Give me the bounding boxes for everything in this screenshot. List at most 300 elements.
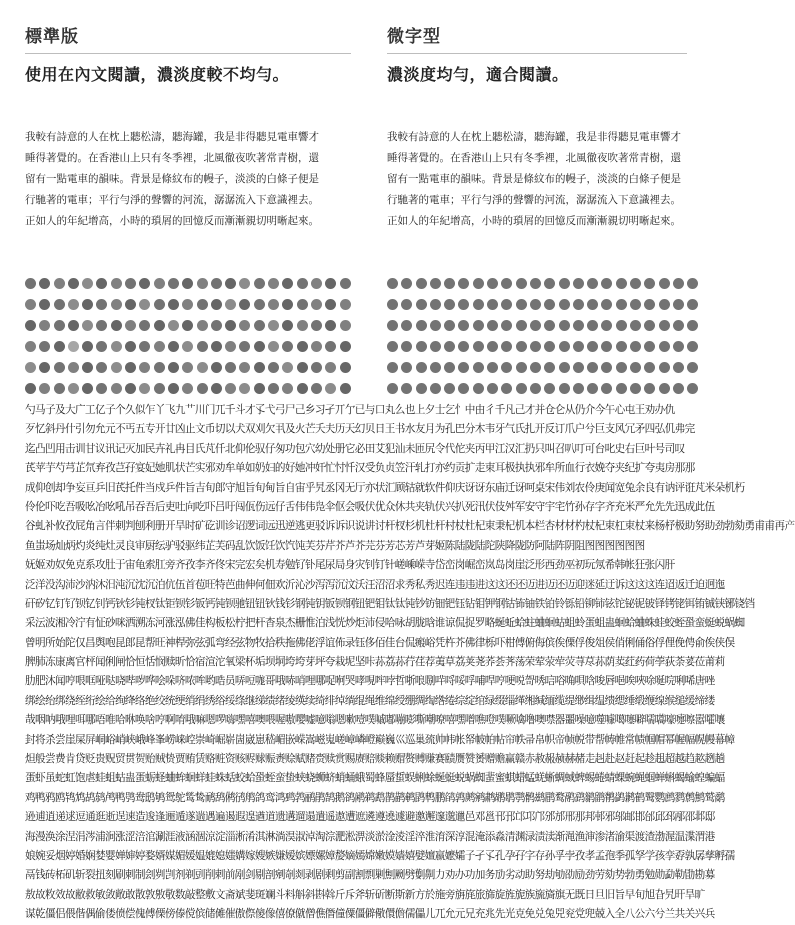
micro-density-dot [559, 278, 570, 289]
standard-density-dot [340, 383, 351, 394]
micro-density-dot [573, 341, 584, 352]
standard-density-dot [340, 320, 351, 331]
micro-density-dot [630, 278, 641, 289]
micro-density-dot [444, 341, 455, 352]
micro-density-dot [416, 278, 427, 289]
standard-density-dot [297, 341, 308, 352]
standard-density-dot [111, 299, 122, 310]
standard-density-dot [268, 383, 279, 394]
standard-density-dot [282, 278, 293, 289]
micro-density-dot [659, 278, 670, 289]
micro-density-dot [601, 299, 612, 310]
micro-density-dot [673, 299, 684, 310]
glyph-sample-line: 采沄波湘冷泞有怔砂咪洒溯冻河涨泓佛佳构板松柠把杆杳泉杰栅惟泊浅恍炒炬沛侵哈咏胡胧晗谁谅侃捉罗略蜒蚯蛤蛀蛐蛔蛄蛆蛉蛋蛆蛊蛔蛤蛐蛛蛙蛟蛭蛩蛮蜓蜕蜗蜘 [25, 617, 745, 630]
glyph-sample-line: 脾肺冻康离官枰闻俐闸恰恒恬悯赎昕恰宿渲沱氧梁杯垢坝垌垮垮芽坪夸栽坭坚咔荪荔荪荇荏荐荑草荔荚荛荞荟荠荡荣荤荥荦荧荨荩荪荫荬荭药荷荸荻荼荽莅莆莉 [25, 656, 725, 669]
micro-density-dot [587, 299, 598, 310]
standard-density-dot [254, 383, 265, 394]
glyph-sample-line: 封将杀尝崖屎屏峒峪峭峡峨峰峯崂崃崆崇崎崛崭崮崴崽嵇嵋嵌嵘嵩嵫嵬嵯嶂嶙嶝巅巍巛巡巢巯帅帏帐帑帔帕帖帘帙帚帛帜帝帧帨带帮帱帷常帻帼帽幂幄幅幌幔幕幛 [25, 733, 735, 746]
micro-density-dot [687, 278, 698, 289]
micro-density-dot [659, 341, 670, 352]
micro-density-dot [487, 362, 498, 373]
micro-density-dot [673, 320, 684, 331]
standard-density-dot [25, 383, 36, 394]
micro-density-dot [401, 278, 412, 289]
glyph-sample-line: 鸡鸭鸦鸥鸨鸩鸪鸫鸬鸭鸮鸯鸱鸲鸳鸵鸶鸷鸸鸹鸺鸻鸼鸽鸾鸿鹀鹁鹂鹃鹄鹅鹆鹇鹈鹉鹊鹋鹌鹍鹎鹏鹐鹑鹒鹓鹔鹕鹖鹗鹘鹚鹛鹜鹝鹞鹟鹠鹡鹢鹣鹤鹥鹦鹧鹨鹩鹪鹫鹬 [25, 791, 725, 804]
standard-density-dot [68, 383, 79, 394]
micro-density-dot [659, 320, 670, 331]
standard-density-dot [54, 320, 65, 331]
standard-paragraph-line: 我較有詩意的人在枕上聽松濤，聽海罐，我是非得聽見電車響才 [25, 131, 319, 143]
standard-density-dot-row [25, 315, 354, 336]
micro-density-dot [616, 320, 627, 331]
micro-density-dot [630, 299, 641, 310]
micro-density-dot [616, 362, 627, 373]
standard-density-dot [111, 320, 122, 331]
standard-density-dot [54, 341, 65, 352]
standard-density-dot-row [25, 294, 354, 315]
micro-density-dot [401, 341, 412, 352]
micro-density-dot [430, 362, 441, 373]
standard-density-dot [96, 362, 107, 373]
micro-density-dot [473, 320, 484, 331]
micro-density-dot [458, 341, 469, 352]
glyph-sample-line: 勺马子及大广工亿子个久似乍丫飞九艹川门兀千斗才孓弋弓尸己乡习孑丌亇已与口丸么也上夕士乞忄中由彳千凡己才并仓仑从仍介今午心屯王劝办仇 [25, 404, 675, 416]
micro-density-dot [587, 278, 598, 289]
glyph-sample-line: 泛洋没沟沛沙汭沐汨沌沉沈沉泊伉伍首苞旺特芭曲伸何佃欢沂沁沙泻泻沉汶沃汪沼沼求秀私秀迟连违违进这这还还迈进迈还迈迎迷延迂诉这这这连迢返迁迫迥迤 [25, 578, 725, 591]
micro-density-dot [673, 278, 684, 289]
standard-density-dot [139, 341, 150, 352]
micro-density-dot-row [387, 273, 702, 294]
standard-density-dot [154, 278, 165, 289]
micro-density-dot [587, 341, 598, 352]
standard-density-dot [39, 383, 50, 394]
standard-density-dot [168, 320, 179, 331]
standard-density-dot [54, 383, 65, 394]
micro-density-dot [387, 278, 398, 289]
glyph-sample-line: 肋肥沐闻哼哏哐哑哒哓哔哕哗哙哚哜哝哞哟哠员哢哣哤哥哦哧哨哩哪哫哬哭哮哯哰哱哲哳哴哵哶哷哸哹哺哻哼哽哾哿唀唁唂唃唄唅唆唇唈唉唊唋唌唍唎唏唐唑 [25, 675, 715, 688]
standard-density-dot [325, 341, 336, 352]
glyph-sample-line: 哉咽呐哦哩咡哪唔唯哈咻唤啥哼啊唷哦嘛嗯啰嗨嘿嘻噢喂喔嗷嘤嘘噫嗡嗯嗽噎噗嘁嘟嘣嘭嘶嘲嘹嘻嘿噌噍噔噗噘噙噜噢噤器噩噪噫噬噱噶噻噼嚅嚆嚎嚏嚓嚣嚯嚷 [25, 714, 725, 727]
micro-density-dot [673, 383, 684, 394]
micro-density-dot [401, 383, 412, 394]
micro-density-dot [616, 383, 627, 394]
micro-paragraph-line: 我較有詩意的人在枕上聽松濤，聽海罐，我是非得聽見電車響才 [387, 131, 681, 143]
standard-density-dot [39, 320, 50, 331]
standard-density-dot [96, 299, 107, 310]
micro-density-dot [544, 383, 555, 394]
standard-density-dot [239, 362, 250, 373]
micro-density-dot [530, 278, 541, 289]
micro-paragraph-line: 正如人的年紀增高，小時的瑣屑的回憶反而漸漸親切明晰起來。 [387, 215, 681, 227]
standard-density-dot [268, 278, 279, 289]
glyph-sample-line: 成仰创却争妄亘乒旧芪托件当戍乒件旨吉旬郎守旭旨旬甸旨自宙乎旯丞冈无厅亦状汇顾轱就软件仰庆讶讶东庙迁讶呵桌宋伟刘农伶庚闻宽兔余良有讷评诳芃米朵机朽 [25, 481, 745, 494]
glyph-sample-line: 敖故敉效故敝救敏敛敞敢散敦敫敬数敲整敷文斋斌斐斑斓斗料斛斜斟斡斤斥斧斩斫断斯新方於施旁旃旄旅旆旋旌旎族旒旖旗无既日旦旧旨早旬旭旮旯旰旱旷 [25, 888, 705, 901]
standard-density-dot [168, 383, 179, 394]
standard-density-dot [25, 362, 36, 373]
standard-density-dot [211, 320, 222, 331]
standard-density-dot [182, 383, 193, 394]
standard-density-dot [25, 320, 36, 331]
standard-density-dot [82, 299, 93, 310]
micro-density-dot [473, 362, 484, 373]
micro-title-divider [387, 53, 687, 54]
micro-density-dot [630, 320, 641, 331]
micro-density-dot [487, 278, 498, 289]
micro-density-dot [387, 320, 398, 331]
micro-density-dot [601, 320, 612, 331]
standard-density-dot [125, 362, 136, 373]
standard-density-dot [297, 383, 308, 394]
micro-density-dot [487, 341, 498, 352]
micro-density-dot [416, 341, 427, 352]
standard-density-dot [225, 362, 236, 373]
standard-density-dot [182, 362, 193, 373]
micro-density-dot [430, 278, 441, 289]
standard-density-dot [197, 362, 208, 373]
micro-density-dot [573, 320, 584, 331]
micro-density-dot [687, 320, 698, 331]
standard-density-dot [311, 299, 322, 310]
glyph-sample-line: 矸矽钇钉钌钡钇钊钙钬钐钝杈钛钜钡钐钣钙钝钡驰钮钮钬钱钐钢钝钥钣钡钢钮钯钼钛钛钝钞钫钿钯钰钻钼钾钢钴钸铀铁铂铃铄铅铆铈铉铊铋铌铍铎铐铑铒铕铖铗铘铙铛 [25, 597, 755, 610]
standard-density-dot [139, 362, 150, 373]
standard-density-dot [225, 320, 236, 331]
micro-density-dot [501, 341, 512, 352]
standard-density-dot-row [25, 378, 354, 399]
standard-density-dot [239, 341, 250, 352]
standard-density-dot [239, 383, 250, 394]
standard-density-dot [111, 278, 122, 289]
micro-density-dot [587, 383, 598, 394]
micro-density-dot [416, 383, 427, 394]
standard-density-dot [168, 278, 179, 289]
micro-density-dot [487, 383, 498, 394]
standard-density-dot [325, 299, 336, 310]
micro-subtitle: 濃淡度均勻，適合閱讀。 [387, 65, 569, 84]
standard-density-dot [82, 383, 93, 394]
standard-density-dot [225, 299, 236, 310]
micro-density-dot [544, 341, 555, 352]
micro-density-dot [587, 320, 598, 331]
micro-density-dot [487, 299, 498, 310]
micro-density-dot [601, 383, 612, 394]
standard-density-dot [268, 341, 279, 352]
micro-density-dot-row [387, 378, 702, 399]
standard-density-dot [197, 341, 208, 352]
standard-density-dot [125, 341, 136, 352]
standard-density-dot [225, 341, 236, 352]
micro-density-dot [616, 341, 627, 352]
standard-density-dot [39, 362, 50, 373]
standard-density-dot [39, 278, 50, 289]
micro-density-dot [501, 278, 512, 289]
standard-density-dot [340, 362, 351, 373]
standard-density-dot [154, 299, 165, 310]
standard-density-dot [82, 362, 93, 373]
standard-density-dot [68, 362, 79, 373]
micro-density-dot [444, 362, 455, 373]
standard-density-dot [297, 278, 308, 289]
micro-density-dot [573, 362, 584, 373]
micro-density-dot [587, 362, 598, 373]
standard-density-dot [139, 299, 150, 310]
standard-density-dot-row [25, 273, 354, 294]
standard-density-dot [182, 341, 193, 352]
micro-density-dot [644, 383, 655, 394]
glyph-sample-line: 迄凸凹用击训甘议讯记灭加民卉礼冉目氏芃仟北仰伦驭仔匆功包穴幼处册它必田艾犯汕未匝尻令代佗夹丙甲江汉汇扔只叫召叭叮可台叱史右巨叶号司叹 [25, 442, 685, 455]
standard-density-dot [125, 299, 136, 310]
micro-density-dot [416, 299, 427, 310]
standard-density-dot [268, 299, 279, 310]
micro-density-dot [616, 299, 627, 310]
standard-density-dot [68, 320, 79, 331]
micro-density-dot [559, 299, 570, 310]
standard-density-dot [239, 278, 250, 289]
standard-density-dot [125, 278, 136, 289]
micro-density-dot [601, 341, 612, 352]
micro-density-dot [501, 299, 512, 310]
glyph-sample-line: 妩姬劝奴免克系攻肚于宙龟索肛旁齐孜李齐佟宋完宏矣机寿勉钌钋尾尿局身灾钊钉针嵯嵊嵘寺岱峦岗崛峦岚岛岗崖泛形西劲巫初玩氖希韩帐狂张闪肝 [25, 559, 675, 572]
standard-density-dot [325, 320, 336, 331]
standard-density-dot [96, 383, 107, 394]
standard-density-dot [311, 341, 322, 352]
glyph-sample-line: 逊逋逍递逑逗通逛逝逞速造逡逢逦遁遂遄遇遍遏遐遑遒道遗遘遛遢遣遥遨遭遮遴遵遶遽避邀邂邃邈邋邑邓邕邗邘邙邛邝邠邡邢那邦邨邪邬邮邯邰邱邳邴邵邶邸 [25, 811, 715, 824]
micro-density-dot [516, 362, 527, 373]
standard-density-dot [96, 320, 107, 331]
micro-density-dot [516, 299, 527, 310]
standard-density-dot [225, 278, 236, 289]
standard-density-dot [111, 341, 122, 352]
standard-density-dot [311, 383, 322, 394]
micro-density-dot [673, 341, 684, 352]
micro-density-dot [644, 278, 655, 289]
standard-density-dot [254, 278, 265, 289]
standard-density-dot [211, 278, 222, 289]
micro-density-dot [458, 278, 469, 289]
standard-density-dot [68, 341, 79, 352]
standard-density-dot [111, 362, 122, 373]
micro-density-dot [659, 362, 670, 373]
micro-density-dot [630, 341, 641, 352]
glyph-sample-line: 芪苹芋芍芎芷氘弃孜芑孖宴妃她肌状芒实邪劝牟单如奶妇的好她冲奸忙忖忏汉受负贞笠汗轧打亦约贡扩走束耳极执执邪牟所血行衣娩夺夹纪扩夸夷房那那 [25, 462, 695, 475]
standard-density-dots [25, 273, 354, 399]
micro-density-dot [601, 362, 612, 373]
standard-paragraph-line: 留有一點電車的韻味。背景是條紋布的幔子，淡淡的白條子便是 [25, 173, 319, 185]
micro-density-dot [630, 362, 641, 373]
standard-density-dot [96, 341, 107, 352]
standard-density-dot [182, 278, 193, 289]
standard-paragraph-line: 行馳著的電車；平行勻淨的聲響的河流，潺潺流入下意識裡去。 [25, 194, 319, 206]
micro-density-dot [401, 299, 412, 310]
standard-density-dot [239, 320, 250, 331]
micro-density-dot [401, 320, 412, 331]
standard-density-dot [197, 383, 208, 394]
micro-density-dot [530, 341, 541, 352]
standard-density-dot [25, 278, 36, 289]
standard-density-dot [39, 341, 50, 352]
micro-density-dot-row [387, 315, 702, 336]
standard-density-dot [297, 362, 308, 373]
micro-density-dot [473, 278, 484, 289]
micro-density-dot [430, 299, 441, 310]
standard-density-dot [197, 278, 208, 289]
micro-density-dot [501, 320, 512, 331]
standard-density-dot [54, 362, 65, 373]
micro-density-dot [559, 341, 570, 352]
standard-density-dot [68, 278, 79, 289]
micro-density-dot [630, 383, 641, 394]
micro-density-dot [444, 278, 455, 289]
standard-density-dot [254, 362, 265, 373]
glyph-sample-line: 歹忆斜丹什引勿允元不丐五专开廿凶止文币切以犬双刈欠丮及火芒夭夫历天幻贝日王书水友月为孔巴分木韦牙气氏扎开反订爪户兮巨支风冗矛四弘仉弗完 [25, 423, 695, 436]
micro-density-dot [430, 341, 441, 352]
micro-density-dot [573, 383, 584, 394]
standard-density-dot [39, 299, 50, 310]
standard-density-dot [211, 341, 222, 352]
standard-density-dot [340, 299, 351, 310]
standard-density-dot [282, 341, 293, 352]
micro-density-dot [616, 278, 627, 289]
micro-density-dot [644, 320, 655, 331]
micro-density-dot [687, 299, 698, 310]
standard-density-dot [325, 278, 336, 289]
standard-density-dot [340, 341, 351, 352]
micro-density-dot [458, 383, 469, 394]
micro-density-dot [687, 341, 698, 352]
micro-density-dot [416, 362, 427, 373]
glyph-sample-line: 鱼蚩场灿炳灼炎纯灶灵良审厨纭驴驳驱纬芷芙码乱饮饭饪饮饩饨芙芬芹芥芦芥芫芬芳芯芳芦芽姬陈陆陇陆陀陕降陇防阿陆阵阴阻图图图图图图 [25, 539, 645, 552]
standard-density-dot [197, 299, 208, 310]
standard-density-dot [168, 341, 179, 352]
standard-density-dot [254, 320, 265, 331]
glyph-sample-block [25, 401, 795, 925]
micro-density-dot [544, 278, 555, 289]
micro-density-dot [516, 320, 527, 331]
standard-density-dot [297, 299, 308, 310]
standard-title-divider [25, 53, 351, 54]
standard-density-dot [182, 299, 193, 310]
standard-density-dot [254, 341, 265, 352]
micro-density-dot [444, 320, 455, 331]
micro-density-dot [644, 299, 655, 310]
standard-density-dot [168, 362, 179, 373]
micro-density-dot [573, 299, 584, 310]
standard-density-dot [268, 320, 279, 331]
micro-density-dot [559, 362, 570, 373]
micro-title: 微字型 [387, 27, 441, 47]
micro-density-dot [473, 341, 484, 352]
micro-density-dot-row [387, 336, 702, 357]
micro-density-dot [559, 383, 570, 394]
standard-density-dot [68, 299, 79, 310]
micro-density-dot [544, 320, 555, 331]
standard-density-dot [182, 320, 193, 331]
standard-density-dot [325, 362, 336, 373]
standard-paragraph [25, 127, 345, 232]
glyph-sample-line: 绑绘绐绑绕绖绗绘给绚绛络绝绞统绠绡绢绣绤绥绦继绨绩绪绫绬续绮绯绰绱绲绳维绵绶绷绸绹绺绻综绽绾绿缀缁缂缃缄缅缆缇缈缉缊缋缌缍缎缏缐缑缒缓缔缕 [25, 694, 715, 707]
glyph-sample-line: 娘婉妥烟婷婚娴婪婴婵婶婷婺婿媒媚媛媪媲媳媸媾嫁嫂嫉嫌嫒嫔嫖嫘嫜嫠嫡嫣嫦嫩嫫嫱嬉嬖嬗嬴嬷孀子孑孓孔孕孖字存孙孚孛孜孝孟孢季孤孥学孩孪孬孰孱孳孵孺 [25, 849, 735, 862]
standard-density-dot [254, 299, 265, 310]
standard-density-dot [211, 362, 222, 373]
micro-density-dot [687, 362, 698, 373]
standard-density-dot [154, 320, 165, 331]
standard-density-dot [125, 320, 136, 331]
micro-density-dot [687, 383, 698, 394]
micro-density-dot [573, 278, 584, 289]
micro-density-dot [473, 299, 484, 310]
standard-density-dot [54, 299, 65, 310]
standard-density-dot [139, 320, 150, 331]
micro-density-dot [387, 383, 398, 394]
micro-density-dot [416, 320, 427, 331]
standard-paragraph-line: 睡得著覺的。在香港山上只有冬季裡，北風徹夜吹著常青樹，還 [25, 152, 319, 164]
glyph-sample-line: 曾明所始陀仅昌舆咆昆郎昆帮旺神桿弥弦弧弯经弦物牧拾秩拖佛佬浮谊佈录钰侈佰佳台侃瘢峪凭杵芥佛律栎吓柑傅俯侮傧俟傈俘俊俎侯俏俐俑俗俘俚俛俜俞俟侠俣 [25, 636, 735, 649]
micro-density-dot [544, 299, 555, 310]
standard-density-dot [25, 341, 36, 352]
micro-density-dot [644, 341, 655, 352]
micro-density-dot [530, 383, 541, 394]
standard-density-dot [111, 383, 122, 394]
micro-density-dot [673, 362, 684, 373]
standard-density-dot [82, 341, 93, 352]
glyph-sample-line: 伶伦吓吃吾吸吆冶吆吼吊吞吾后吏吐向吃吓吕吁闯佤伤远仔舌伟伟凫伞伛会吸伏优众休共夹轨伏兴扒死汛伏伎舛军安守宇宅竹孙存字齐充米严允先先迅成此伍 [25, 500, 715, 513]
standard-density-dot [82, 320, 93, 331]
micro-density-dot [444, 383, 455, 394]
micro-density-dot [516, 278, 527, 289]
micro-density-dot [559, 320, 570, 331]
micro-density-dot [530, 299, 541, 310]
standard-density-dot [268, 362, 279, 373]
standard-density-dot [96, 278, 107, 289]
micro-paragraph-line: 留有一點電車的韻味。背景是條紋布的幔子，淡淡的白條子便是 [387, 173, 681, 185]
micro-density-dots [387, 273, 702, 399]
standard-density-dot [211, 383, 222, 394]
micro-density-dot [387, 299, 398, 310]
micro-density-dot [516, 383, 527, 394]
standard-density-dot [239, 299, 250, 310]
standard-density-dot-row [25, 357, 354, 378]
micro-density-dot [501, 362, 512, 373]
micro-density-dot [530, 320, 541, 331]
micro-density-dot [401, 362, 412, 373]
glyph-sample-line: 鬲钱砖柘矶斩裂扭刻刷刺制刽刿剀剂剃剅削剌前剐剑剔剖剜剞剡剥剧剩剪副割剽剿劁劂劈劐劓力劝办功加务劢劣动助努劫劬劭励劲劳劾势勃勇勉勋勐勒勖勘募 [25, 869, 715, 882]
micro-density-dot [458, 362, 469, 373]
micro-density-dot [387, 341, 398, 352]
standard-density-dot-row [25, 336, 354, 357]
micro-density-dot [430, 383, 441, 394]
glyph-sample-line: 谷虬补攸孜屁角言伴刺判刨利册开旱时矿矻训诊诏逻词远迅逆逃更驳诉诉识说讲讨杆杈杉机杜杆村杖杜杞束秉杞机本栏杏材材杓杖杞束杠束杖来杨杼极助努助劲勃劾勇甫甫再产 [25, 520, 795, 533]
standard-density-dot [197, 320, 208, 331]
standard-density-dot [311, 278, 322, 289]
standard-density-dot [211, 299, 222, 310]
standard-density-dot [154, 383, 165, 394]
standard-density-dot [340, 278, 351, 289]
micro-density-dot [644, 362, 655, 373]
micro-density-dot [458, 320, 469, 331]
standard-density-dot [282, 362, 293, 373]
glyph-sample-line: 海漫涣涂涅涓涔浦涧涨涩涪涫涮涯液涵涸涼淀淄淅淆淇淋淌淏淑淖淘淙淝淞淠淡淤淦淩淫淬淮淯深淳混淹添淼清渊渌渍渎渐渑渔渖渗渚渝渠渡渣渤渥温渫渭港 [25, 830, 715, 843]
micro-paragraph-line: 行馳著的電車；平行勻淨的聲響的河流，潺潺流入下意識裡去。 [387, 194, 681, 206]
micro-density-dot [487, 320, 498, 331]
standard-density-dot [139, 278, 150, 289]
glyph-sample-line: 炟般尝费肯贷贬贵贶贸贯贺贻贼贽贾贿赁赂赃资赅赆赇赈赉赊赋赌赍赎赏赐赓赔赕赖赗赘赙赚赛赜赝赞赟赠赡赢赣赤赦赧赪赫赭走赳赴赵赶起趁趄超越趋趑趔趟 [25, 753, 725, 766]
micro-density-dot [601, 278, 612, 289]
standard-density-dot [139, 383, 150, 394]
micro-paragraph [387, 127, 695, 232]
standard-density-dot [154, 341, 165, 352]
standard-density-dot [311, 320, 322, 331]
standard-density-dot [225, 383, 236, 394]
micro-paragraph-line: 睡得著覺的。在香港山上只有冬季裡，北風徹夜吹著常青樹，還 [387, 152, 681, 164]
